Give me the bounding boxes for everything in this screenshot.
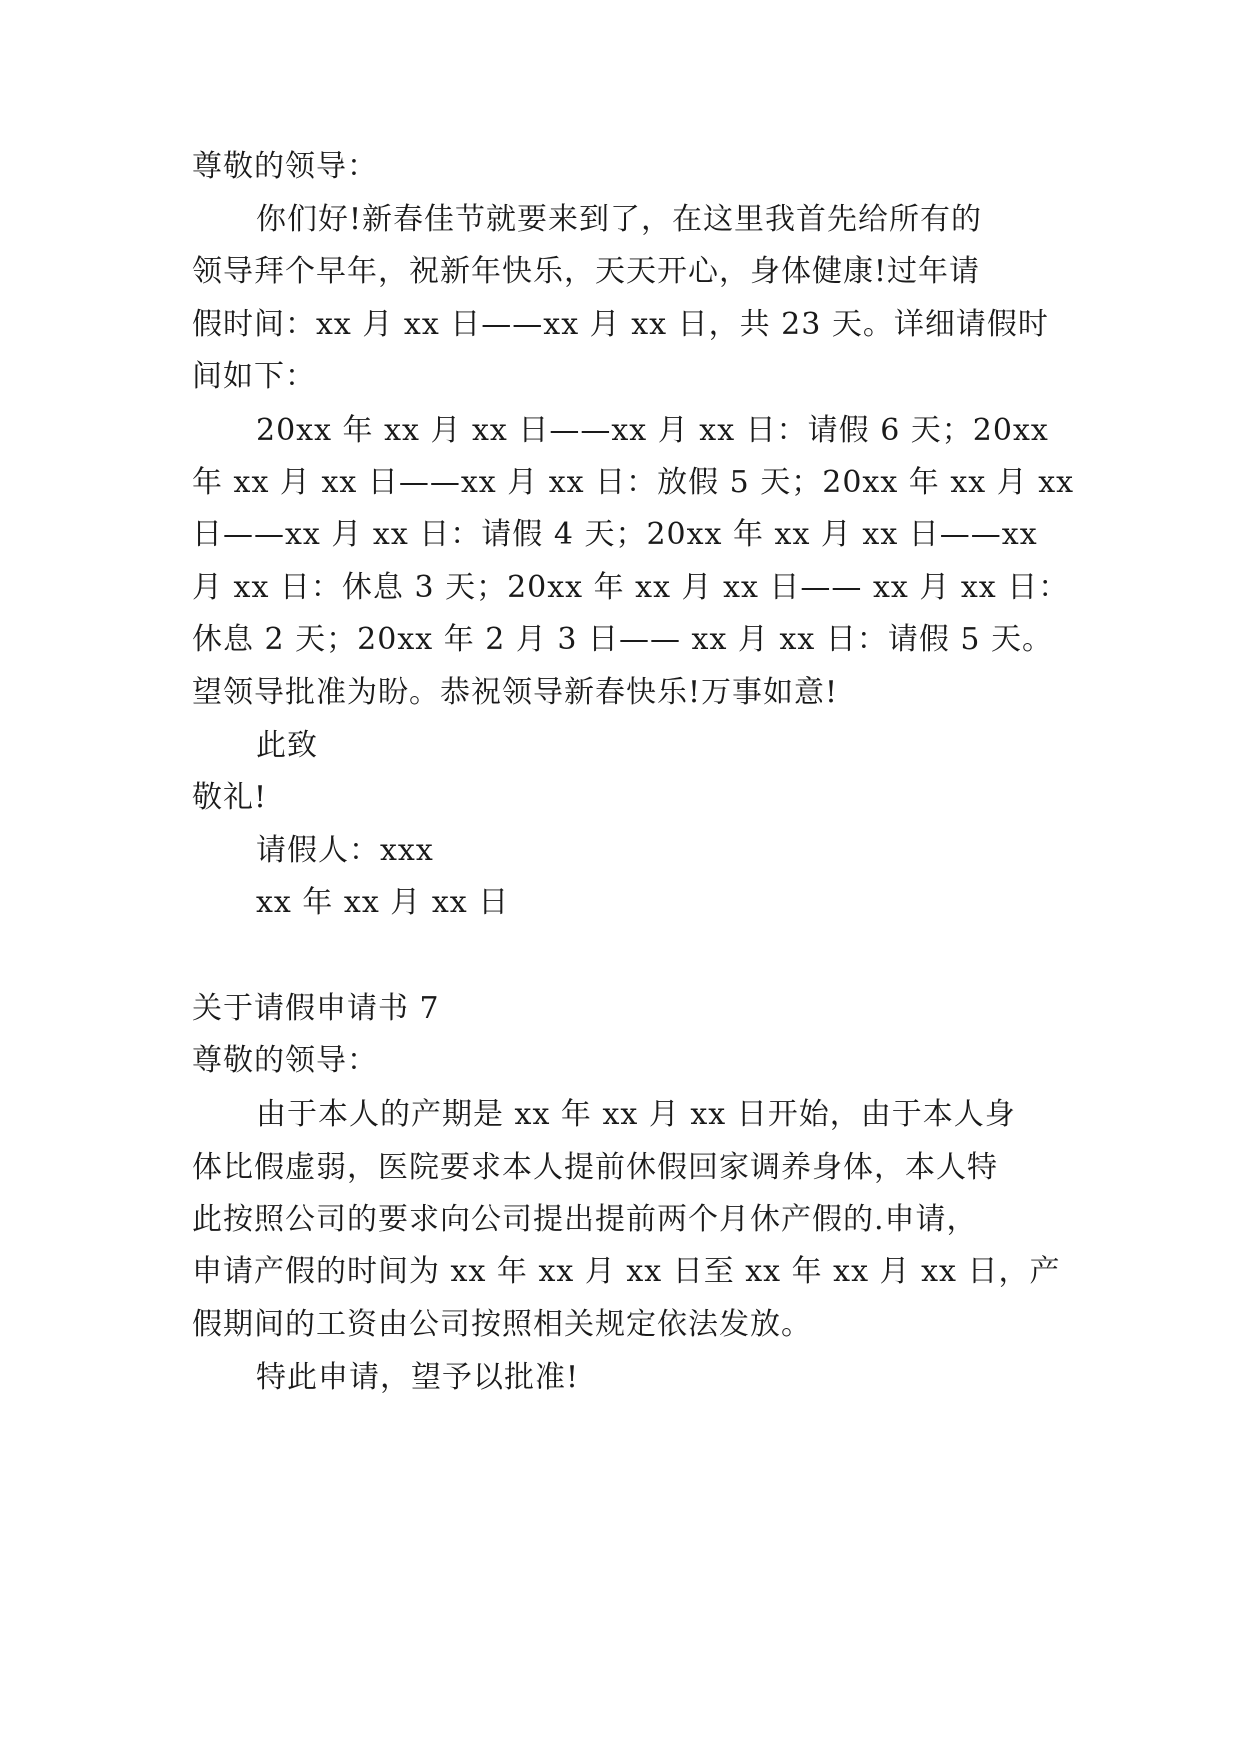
- paragraph-line: 休息 2 天；20xx 年 2 月 3 日—— xx 月 xx 日：请假 5 天。: [192, 622, 1054, 657]
- paragraph-line: 由于本人的产期是 xx 年 xx 月 xx 日开始，由于本人身: [256, 1097, 1016, 1132]
- paragraph-line: 年 xx 月 xx 日——xx 月 xx 日：放假 5 天；20xx 年 xx 月 xx: [192, 465, 1075, 500]
- section-title: 关于请假申请书 7: [192, 991, 440, 1026]
- paragraph-line: 20xx 年 xx 月 xx 日——xx 月 xx 日：请假 6 天；20xx: [256, 413, 1049, 448]
- paragraph-line: 领导拜个早年，祝新年快乐，天天开心，身体健康!过年请: [192, 254, 981, 289]
- paragraph-line: 申请产假的时间为 xx 年 xx 月 xx 日至 xx 年 xx 月 xx 日，产: [192, 1254, 1061, 1289]
- paragraph-line: 月 xx 日：休息 3 天；20xx 年 xx 月 xx 日—— xx 月 xx 日：: [192, 570, 1070, 605]
- paragraph-line: 此按照公司的要求向公司提出提前两个月休产假的.申请，: [192, 1202, 978, 1237]
- paragraph-line: 体比假虚弱，医院要求本人提前休假回家调养身体，本人特: [192, 1150, 998, 1185]
- paragraph-line: 你们好!新春佳节就要来到了，在这里我首先给所有的: [256, 202, 983, 237]
- paragraph-line: 间如下：: [192, 359, 316, 394]
- closing-line: 敬礼!: [192, 780, 268, 815]
- paragraph-line: 假期间的工资由公司按照相关规定依法发放。: [192, 1307, 812, 1342]
- paragraph-line: 日——xx 月 xx 日：请假 4 天；20xx 年 xx 月 xx 日——xx: [192, 517, 1038, 552]
- salutation: 尊敬的领导：: [192, 1043, 378, 1078]
- paragraph-line: 假时间：xx 月 xx 日——xx 月 xx 日，共 23 天。详细请假时: [192, 307, 1049, 342]
- paragraph-line: 望领导批准为盼。恭祝领导新春快乐!万事如意!: [192, 675, 839, 710]
- salutation: 尊敬的领导：: [192, 149, 378, 184]
- closing-line: 特此申请，望予以批准!: [256, 1360, 580, 1395]
- letter-date: xx 年 xx 月 xx 日: [256, 885, 510, 920]
- applicant-signature: 请假人：xxx: [256, 833, 434, 868]
- closing-line: 此致: [256, 728, 318, 763]
